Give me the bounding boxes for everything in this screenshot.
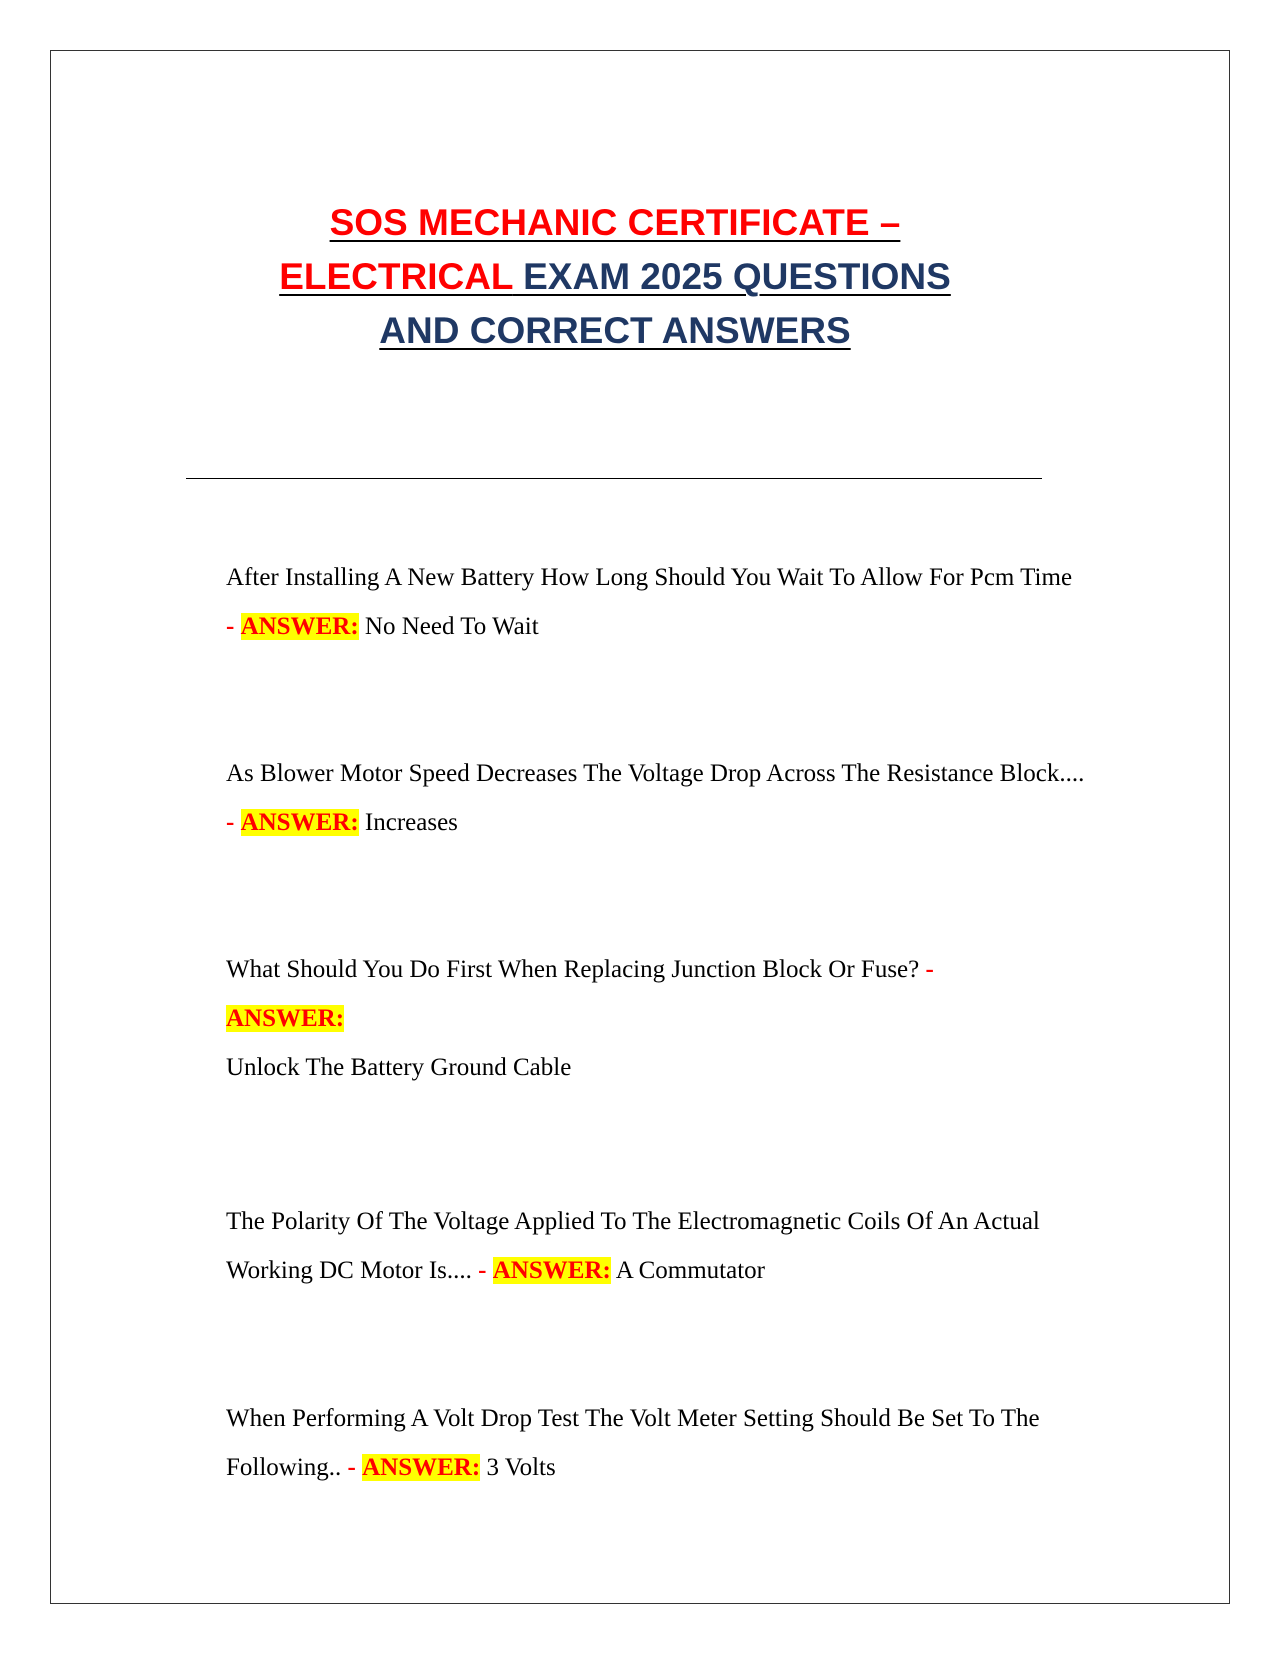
question-text: What Should You Do First When Replacing Junction Block Or Fuse? — [226, 956, 920, 983]
answer-label: ANSWER: — [226, 1005, 345, 1032]
title-line-3: AND CORRECT ANSWERS — [379, 310, 851, 351]
document-title — [0, 196, 1230, 358]
answer-label: ANSWER: — [240, 613, 359, 640]
question-text: After Installing A New Battery How Long Should You Wait To Allow For Pcm Time — [226, 564, 1073, 591]
answer-label: ANSWER: — [492, 1257, 611, 1284]
answer-label: ANSWER: — [240, 809, 359, 836]
qa-item-3 — [226, 945, 1086, 1092]
answer-text: A Commutator — [615, 1257, 765, 1284]
qa-item-4 — [226, 1197, 1086, 1295]
answer-label: ANSWER: — [362, 1454, 481, 1481]
answer-dash: - — [478, 1257, 487, 1284]
answer-text: No Need To Wait — [364, 613, 539, 640]
qa-item-5 — [226, 1394, 1086, 1492]
question-text: When Performing A Volt Drop Test The Volt Meter Setting Should Be Set To The Following.. — [226, 1405, 1040, 1481]
title-divider — [186, 478, 1042, 479]
title-electrical: ELECTRICAL — [279, 256, 513, 297]
question-text: The Polarity Of The Voltage Applied To The Electromagnetic Coils Of An Actual Working DC Motor Is.... — [226, 1208, 1040, 1284]
answer-dash: - — [925, 956, 934, 983]
qa-item-1 — [226, 553, 1086, 651]
title-exam: EXAM 2025 QUESTIONS — [512, 256, 951, 297]
answer-text: 3 Volts — [486, 1454, 556, 1481]
answer-dash: - — [226, 809, 235, 836]
question-text: As Blower Motor Speed Decreases The Voltage Drop Across The Resistance Block.... — [226, 760, 1085, 787]
answer-text: Unlock The Battery Ground Cable — [226, 1054, 572, 1081]
answer-dash: - — [347, 1454, 356, 1481]
answer-text: Increases — [364, 809, 458, 836]
answer-dash: - — [226, 613, 235, 640]
qa-item-2 — [226, 749, 1086, 847]
title-line-1: SOS MECHANIC CERTIFICATE – — [329, 202, 901, 243]
